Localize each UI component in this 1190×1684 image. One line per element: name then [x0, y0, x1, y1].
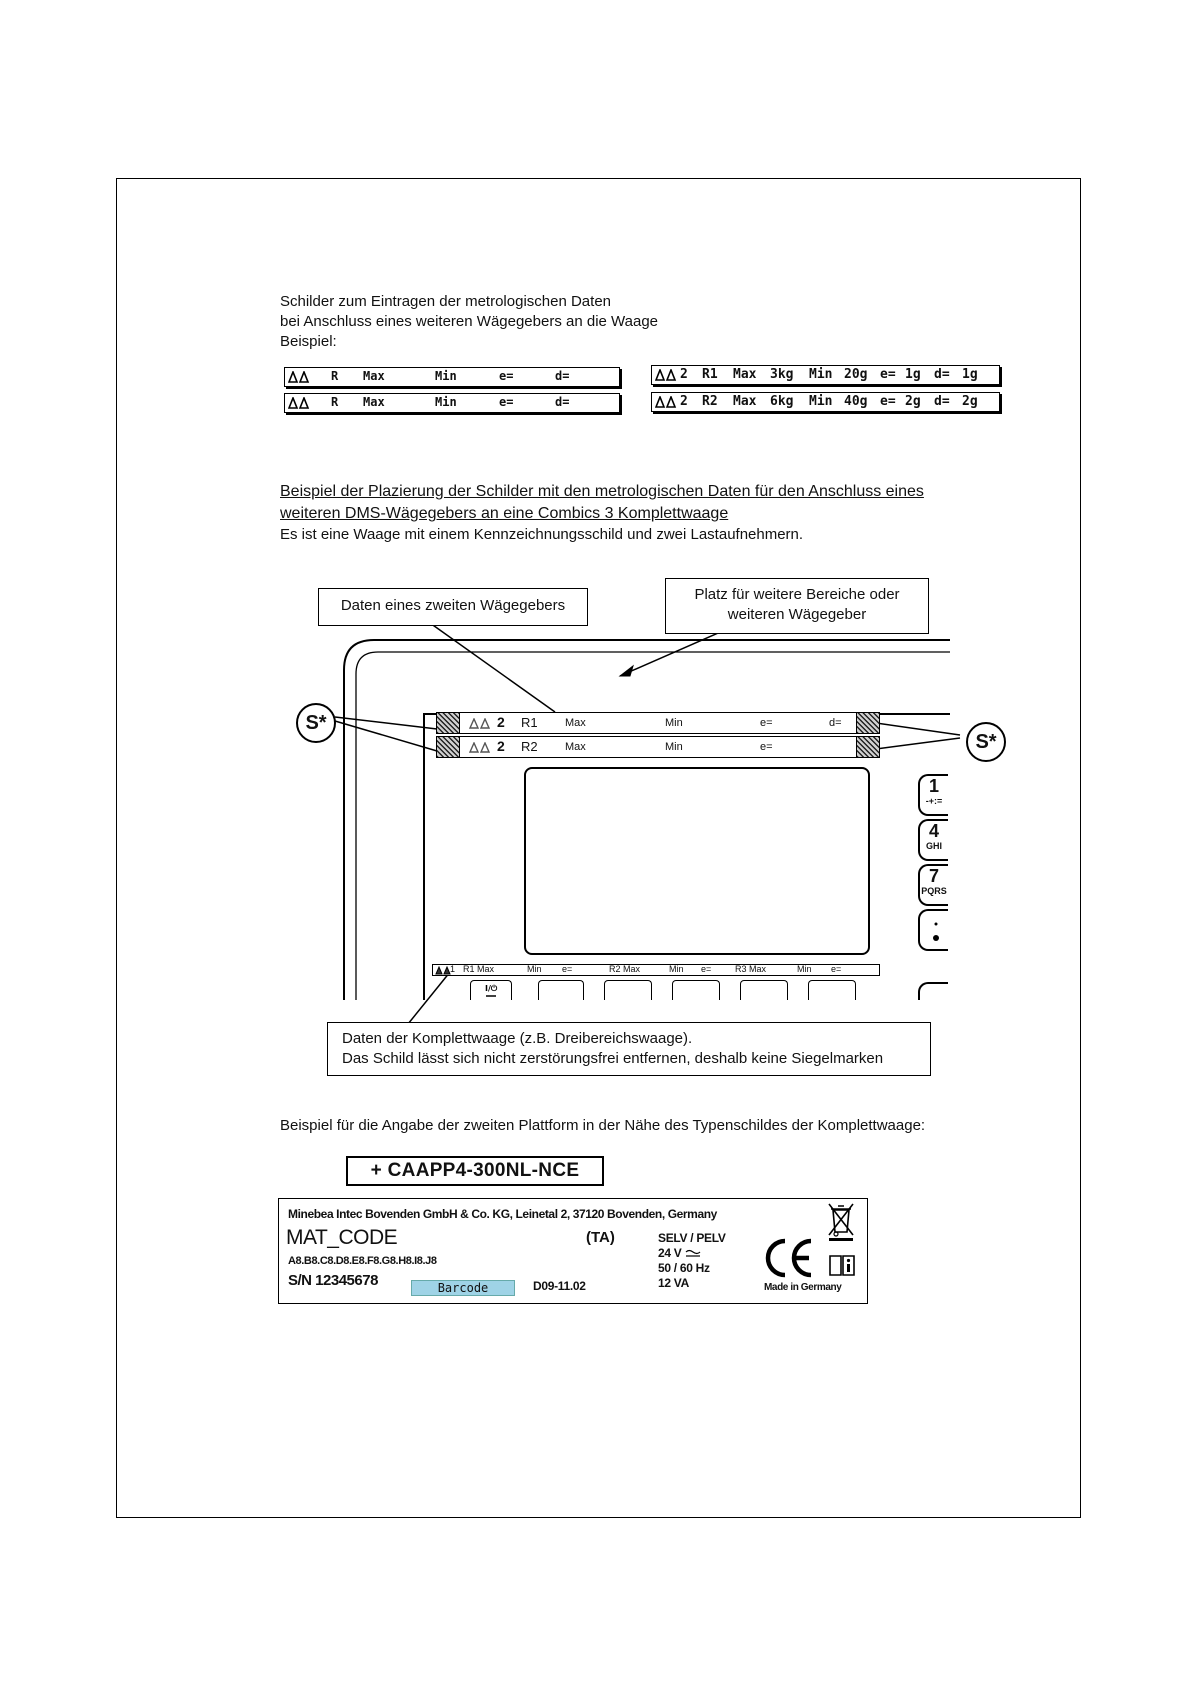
- min-value: 20g: [844, 367, 868, 382]
- max-label: Max: [733, 394, 757, 409]
- key-letters: GHI: [925, 841, 942, 851]
- platform-number: 2: [497, 738, 505, 754]
- seal-area: [856, 712, 880, 734]
- intro-line: Beispiel:: [280, 333, 337, 350]
- e-label: e=: [562, 964, 573, 974]
- platform-number: 2: [680, 367, 688, 382]
- e-label: e=: [831, 964, 842, 974]
- min-label: Min: [797, 964, 812, 974]
- power-key: [470, 980, 512, 1000]
- min-label: Min: [527, 964, 542, 974]
- e-label: e=: [499, 369, 514, 383]
- key-digit: 7: [928, 866, 939, 886]
- max-label: Max: [363, 369, 385, 383]
- ac-dc-icon: [685, 1249, 701, 1257]
- scale-icon: [435, 966, 451, 975]
- voltage-row: [658, 1246, 726, 1261]
- model-tag: + CAAPP4-300NL-NCE: [346, 1156, 604, 1186]
- e-value: 2g: [905, 394, 921, 409]
- range-max-label: R2 Max: [609, 964, 641, 974]
- d-value: 1g: [962, 367, 978, 382]
- svg-text:I/⏻: I/⏻: [485, 984, 498, 993]
- manufacturer: Minebea Intec Bovenden GmbH & Co. KG, Leinetal 2, 37120 Bovenden, Germany: [288, 1207, 717, 1221]
- soft-key: [808, 980, 856, 1000]
- e-label: e=: [760, 741, 773, 753]
- date-code: D09-11.02: [533, 1279, 586, 1293]
- soft-key: [740, 980, 788, 1000]
- callout-second-sensor: [318, 588, 588, 626]
- min-label: Min: [435, 395, 457, 409]
- min-label: Min: [665, 741, 683, 753]
- key-letters: -+:=: [925, 796, 943, 806]
- seal-area: [856, 736, 880, 758]
- range-max-label: R3 Max: [735, 964, 767, 974]
- ce-mark-icon: [763, 1237, 819, 1279]
- intro-line: Schilder zum Eintragen der metrologischen Daten: [280, 293, 612, 310]
- range-max-label: R1 Max: [463, 964, 495, 974]
- d-label: d=: [829, 717, 842, 729]
- e-label: e=: [760, 717, 773, 729]
- callout-complete-scale: [327, 1022, 931, 1076]
- ta-mark: (TA): [586, 1229, 615, 1246]
- key-letters: PQRS: [921, 886, 947, 896]
- range-label: R1: [521, 715, 538, 730]
- soft-key: [538, 980, 584, 1000]
- dot-icon: [920, 911, 948, 951]
- electrical-ratings: [658, 1231, 726, 1291]
- seal-area: [436, 712, 460, 734]
- min-label: Min: [665, 717, 683, 729]
- max-label: Max: [733, 367, 757, 382]
- callout-text: Daten der Komplettwaage (z.B. Dreibereichswaage).: [342, 1030, 693, 1047]
- keypad-key-1: [918, 774, 948, 816]
- keypad-key-7: [918, 864, 948, 906]
- e-label: e=: [499, 395, 514, 409]
- diagram-label-strip: [436, 712, 880, 734]
- side-key: [918, 982, 948, 1000]
- frequency: 50 / 60 Hz: [658, 1261, 710, 1275]
- range-label: R2: [521, 739, 538, 754]
- max-label: Max: [565, 717, 586, 729]
- d-label: d=: [934, 367, 950, 382]
- key-digit: 1: [928, 776, 939, 796]
- keypad-key-4: [918, 819, 948, 861]
- d-value: 2g: [962, 394, 978, 409]
- range-label: R2: [702, 394, 718, 409]
- scale-icon: [469, 718, 491, 729]
- voltage: 24 V: [658, 1246, 682, 1260]
- max-value: 3kg: [770, 367, 794, 382]
- keypad-key-dot: [918, 909, 948, 951]
- selv-label: SELV / PELV: [658, 1231, 726, 1245]
- terminal-display: [524, 767, 870, 955]
- max-label: Max: [565, 741, 586, 753]
- seal-mark-right: S*: [966, 722, 1006, 762]
- platform-number: 1: [450, 964, 456, 974]
- heading-line: Beispiel der Plazierung der Schilder mit den metrologischen Daten für den Anschluss eines: [280, 483, 924, 500]
- platform-number: 2: [497, 714, 505, 730]
- callout-text: weiteren Wägegeber: [727, 606, 867, 623]
- soft-key: [604, 980, 652, 1000]
- power: 12 VA: [658, 1276, 689, 1290]
- e-label: e=: [880, 367, 896, 382]
- range-label: R: [331, 395, 339, 409]
- callout-extra-space: [665, 578, 929, 634]
- min-label: Min: [669, 964, 684, 974]
- platform-number: 2: [680, 394, 688, 409]
- seal-mark-left: S*: [296, 703, 336, 743]
- made-in: Made in Germany: [764, 1282, 842, 1293]
- soft-key: [672, 980, 720, 1000]
- heading-line: weiteren DMS-Wägegebers an eine Combics 3 Komplettwaage: [280, 505, 729, 522]
- section3-text: Beispiel für die Angabe der zweiten Plattform in der Nähe des Typenschildes der Komplettwaage:: [280, 1117, 926, 1134]
- diagram-label-strip: [436, 736, 880, 758]
- d-label: d=: [934, 394, 950, 409]
- mat-code: MAT_CODE: [286, 1226, 398, 1249]
- d-label: d=: [555, 369, 570, 383]
- min-label: Min: [809, 367, 833, 382]
- intro-line: bei Anschluss eines weiteren Wägegebers an die Waage: [280, 313, 659, 330]
- max-label: Max: [363, 395, 385, 409]
- seal-area: [436, 736, 460, 758]
- barcode-field: Barcode: [411, 1280, 515, 1296]
- callout-text: Daten eines zweiten Wägegebers: [340, 597, 566, 614]
- section-note: Es ist eine Waage mit einem Kennzeichnungsschild und zwei Lastaufnehmern.: [280, 526, 804, 543]
- callout-text: Platz für weitere Bereiche oder: [694, 586, 900, 603]
- max-value: 6kg: [770, 394, 794, 409]
- serial-number: S/N 12345678: [288, 1272, 378, 1289]
- e-label: e=: [880, 394, 896, 409]
- min-label: Min: [435, 369, 457, 383]
- callout-text: Das Schild lässt sich nicht zerstörungsfrei entfernen, deshalb keine Siegelmarken: [342, 1050, 884, 1067]
- d-label: d=: [555, 395, 570, 409]
- e-value: 1g: [905, 367, 921, 382]
- min-value: 40g: [844, 394, 868, 409]
- range-label: R1: [702, 367, 718, 382]
- weee-bin-icon: [826, 1202, 856, 1242]
- min-label: Min: [809, 394, 833, 409]
- power-icon: [471, 981, 511, 1001]
- manual-icon: [828, 1253, 856, 1277]
- range-label: R: [331, 369, 339, 383]
- variant-codes: A8.B8.C8.D8.E8.F8.G8.H8.I8.J8: [288, 1255, 437, 1267]
- type-plate: [278, 1198, 868, 1304]
- scale-icon: [469, 742, 491, 753]
- complete-scale-label: [432, 964, 880, 976]
- key-digit: 4: [928, 821, 939, 841]
- e-label: e=: [701, 964, 712, 974]
